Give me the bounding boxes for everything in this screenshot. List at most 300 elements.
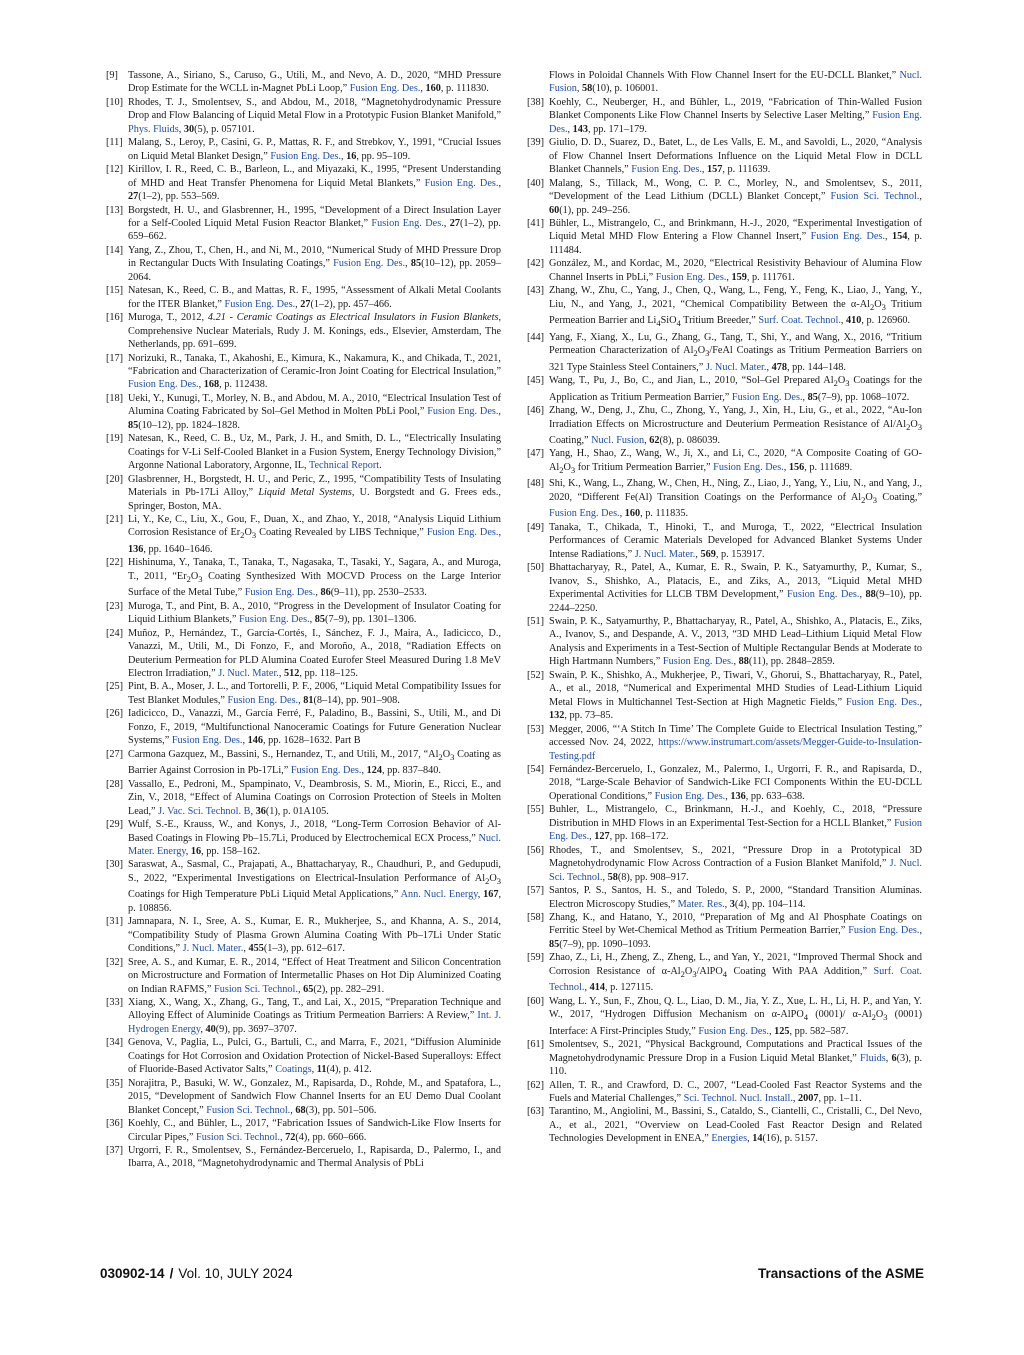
citation-link[interactable]: https://www.instrumart.com/assets/Megger-Guide-to-Insulation-Testing.pdf — [549, 737, 922, 762]
reference-number: [54] — [527, 763, 545, 775]
citation-link[interactable]: Fusion Eng. Des. — [549, 817, 922, 843]
citation-text: (8), p. 086039. — [659, 435, 721, 447]
citation-text: , p. 112438. — [219, 379, 268, 391]
reference-number: [34] — [106, 1037, 124, 1049]
citation-link[interactable]: Fusion Eng. Des. — [270, 150, 341, 162]
citation-text: , — [340, 150, 347, 162]
volume-number: 143 — [572, 123, 589, 135]
citation-text: , — [602, 871, 608, 883]
reference-number: [60] — [527, 995, 545, 1007]
citation-text: , pp. 158–162. — [201, 845, 261, 857]
citation-link[interactable]: Fusion Eng. Des. — [224, 298, 296, 310]
citation-text: Coating With PAA Addition,” — [727, 965, 874, 977]
reference-entry — [527, 217, 922, 257]
citation-link[interactable]: Nucl. Mater. Energy — [128, 832, 501, 857]
citation-text: , pp. 95–109. — [356, 150, 411, 162]
volume-number: 85 — [314, 614, 326, 626]
citation-link[interactable]: Fusion Eng. Des. — [810, 231, 885, 243]
citation-text: Zhao, Z., Li, H., Zheng, Z., Zheng, L., and Yan, Y., 2021, “Improved Thermal Shock and Corrosion Resistance of α-Al — [549, 952, 922, 977]
reference-number: [18] — [106, 392, 124, 404]
citation-text: (3), pp. 501–506. — [305, 1104, 377, 1116]
citation-text: González, M., and Kordac, M., 2020, “Electrical Resistivity Behaviour of Alumina Flow Channel Inserts in PbLi,” — [549, 258, 922, 283]
citation-link[interactable]: Fusion Eng. Des. — [655, 271, 727, 283]
volume-number: 62 — [649, 435, 660, 447]
citation-link[interactable]: Int. J. Hydrogen Energy — [128, 1010, 502, 1035]
volume-number: 569 — [700, 548, 716, 560]
citation-text: , — [885, 1052, 892, 1064]
reference-number: [39] — [527, 137, 545, 149]
subscript: 2 — [438, 751, 443, 762]
citation-text: Iadicicco, D., Vanazzi, M., García Ferré, F., Paladino, B., Bassini, S., Utili, M., and Di Fonzo, F., 2019, “Multifunctional Nanoceramic Coatings for Future Generation Nuclear Systems,” — [128, 708, 501, 747]
citation-text: Saraswat, A., Sasmal, C., Prajapati, A., Bhattacharyay, R., Chaudhuri, P., and Gedupudi, S., 2022, “Experimental Investigations on Electrical-Insulation Performance of Al — [128, 859, 501, 884]
citation-link[interactable]: Fusion Eng. Des. — [290, 765, 362, 777]
citation-text: , — [859, 589, 866, 601]
citation-text: , — [644, 435, 650, 447]
citation-text: , U. Borgstedt and G. Frees eds., Springer, Boston, MA. — [128, 487, 501, 512]
reference-number: [10] — [106, 96, 124, 108]
citation-text: Genova, V., Paglia, L., Pulci, G., Bartuli, C., and Marra, F., 2021, “Diffusion Aluminide Coatings for Hot Corrosion and Oxidation Protection of Nickel-Based Superalloys: Effect of Fluoride-Based Activator Salts,” — [128, 1037, 501, 1076]
citation-link[interactable]: J. Nucl. Mater. — [705, 361, 767, 373]
citation-link[interactable]: Fusion Eng. Des. — [698, 1025, 769, 1037]
reference-number: [32] — [106, 956, 124, 968]
reference-entry — [527, 995, 922, 1038]
reference-entry — [527, 136, 922, 176]
reference-entry — [527, 561, 922, 615]
reference-number: [12] — [106, 164, 124, 176]
citation-text: , — [584, 982, 590, 994]
citation-link[interactable]: J. Nucl. Mater. — [182, 943, 244, 955]
volume-number: 154 — [891, 231, 908, 243]
volume-number: 40 — [205, 1023, 216, 1035]
citation-text: , p. 111689. — [804, 461, 853, 473]
citation-text: Yang, F., Xiang, X., Lu, G., Zhang, G., Tang, T., Shi, Y., and Wang, X., 2016, “Tritium Permeation Characterization of Al — [549, 331, 922, 357]
citation-text: , — [315, 587, 321, 599]
citation-text: O — [190, 570, 199, 582]
reference-number: [9] — [106, 70, 118, 81]
citation-text: Flows in Poloidal Channels With Flow Channel Insert for the EU-DCLL Blanket,” — [549, 70, 900, 81]
volume-number: 159 — [731, 271, 747, 283]
citation-text: (10–12), pp. 1824–1828. — [138, 419, 240, 431]
volume-number: 2007 — [798, 1092, 819, 1104]
reference-entry — [527, 1038, 922, 1078]
citation-text: (9–10), pp. 2244–2250. — [549, 589, 922, 614]
subscript: 2 — [485, 875, 490, 886]
citation-link[interactable]: J. Vac. Sci. Technol. B — [158, 805, 251, 817]
reference-entry — [106, 513, 501, 556]
reference-number: [57] — [527, 885, 545, 897]
reference-number: [29] — [106, 819, 124, 831]
citation-text: Muroga, T., and Pint, B. A., 2010, “Progress in the Development of Insulator Coating for Liquid Lithium Blankets,” — [128, 600, 501, 626]
volume-number: 16 — [190, 845, 202, 857]
reference-entry — [527, 177, 922, 217]
citation-text: , pp. 1–11. — [818, 1092, 862, 1104]
reference-entry — [106, 284, 501, 311]
citation-text: , p. 111835. — [640, 508, 689, 520]
volume-number: 65 — [303, 983, 314, 995]
citation-text: (0001)/ α-Al — [808, 1009, 872, 1021]
citation-text: , — [724, 898, 730, 910]
citation-text: , — [178, 123, 184, 135]
citation-link[interactable]: Fusion Eng. Des. — [631, 164, 702, 176]
subscript: 2 — [693, 348, 698, 359]
reference-entry — [527, 615, 922, 669]
citation-text: , p. 108856. — [128, 889, 502, 914]
citation-text: (1–3), pp. 612–617. — [263, 943, 345, 955]
citation-text: Bühler, L., Mistrangelo, C., and Brinkmann, H.-J., 2020, “Experimental Investigation of Liquid Metal MHD Flow Entering a Flow Channel Insert,” — [549, 217, 922, 243]
citation-text: Urgorri, F. R., Smolentsev, S., Fernández-Berceruelo, I., Rapisarda, D., Palermo, I., and Ibarra, A., 2018, “Magnetohydrodynamic and Thermal Analysis of PbLi — [128, 1144, 501, 1170]
citation-text: O — [865, 491, 873, 503]
reference-entry — [106, 244, 501, 284]
reference-number: [45] — [527, 375, 545, 387]
citation-text: , — [278, 668, 284, 680]
citation-text: O — [442, 748, 451, 760]
citation-link[interactable]: Nucl. Fusion — [549, 70, 922, 95]
citation-link[interactable]: J. Nucl. Mater. — [218, 668, 279, 680]
citation-text: , pp. 168–172. — [609, 831, 669, 843]
citation-text: , — [477, 889, 484, 901]
citation-text: (1–2), pp. 659–662. — [128, 217, 501, 243]
reference-column-left — [106, 69, 501, 1171]
citation-text: Smolentsev, S., 2021, “Physical Background, Computations and Practical Issues of the Magnetohydrodynamic Pressure Drop in a Fusion Liquid Metal Blanket,” — [549, 1039, 922, 1064]
citation-text: Koehly, C., Neuberger, H., and Bühler, L., 2019, “Fabrication of Thin-Walled Fusion Blanket Components Like Flow Channel Inserts by Selective Laser Melting,” — [549, 96, 922, 122]
reference-number: [22] — [106, 557, 124, 569]
citation-text: (4), pp. 660–666. — [295, 1131, 367, 1143]
citation-text: O — [563, 461, 571, 473]
reference-number: [47] — [527, 448, 545, 460]
citation-text: , — [619, 508, 625, 520]
citation-text: , — [200, 1023, 206, 1035]
citation-text: , pp. 118–125. — [299, 668, 358, 680]
citation-link[interactable]: Fusion Eng. Des. — [787, 589, 860, 601]
reference-entry — [106, 996, 501, 1036]
citation-text: , pp. 171–179. — [588, 123, 647, 135]
footer-left — [100, 1266, 293, 1281]
citation-link[interactable]: Sci. Technol. Nucl. Install. — [683, 1092, 793, 1104]
reference-entry — [527, 404, 922, 447]
reference-number: [61] — [527, 1039, 545, 1051]
citation-link[interactable]: Energies — [711, 1133, 748, 1145]
citation-text: , — [589, 831, 595, 843]
citation-text: , — [840, 315, 847, 327]
citation-text: O — [244, 527, 252, 539]
subscript: 2 — [833, 378, 838, 389]
citation-text: Li, Y., Ke, C., Liu, X., Gou, F., Duan, X., and Zhao, Y., 2018, “Analysis Liquid Lithium Corrosion Resistance of Er — [128, 513, 501, 539]
citation-text: O — [489, 872, 497, 884]
volume-info: Vol. 10, JULY 2024 — [178, 1266, 293, 1281]
reference-entry — [106, 69, 501, 96]
citation-text: , p. 126960. — [861, 315, 911, 327]
reference-number: [42] — [527, 258, 545, 270]
citation-link[interactable]: Fusion Eng. Des. — [731, 391, 803, 403]
citation-link[interactable]: Fusion Eng. Des. — [371, 217, 444, 229]
volume-number: 27 — [300, 298, 311, 310]
citation-text: , — [295, 298, 301, 310]
reference-number: [30] — [106, 859, 124, 871]
reference-number: [15] — [106, 285, 124, 297]
volume-number: 410 — [846, 315, 862, 327]
citation-text: , — [701, 164, 708, 176]
citation-text: Xiang, X., Wang, X., Zhang, G., Tang, T., and Lai, X., 2015, “Preparation Technique and Alloying Effect of Aluminide Coatings as Tritium Permeation Barriers: A Review,” — [128, 997, 501, 1022]
volume-number: 414 — [589, 982, 605, 994]
citation-text: , p. 111639. — [722, 164, 771, 176]
citation-link[interactable]: Fusion Eng. Des. — [848, 925, 920, 937]
citation-link[interactable]: Fusion Eng. Des. — [239, 614, 310, 626]
volume-number: 81 — [303, 694, 314, 706]
reference-entry — [527, 1079, 922, 1106]
subscript: 2 — [186, 573, 191, 584]
reference-entry — [106, 352, 501, 392]
citation-link[interactable]: Fusion Eng. Des. — [713, 461, 784, 473]
reference-entry — [106, 600, 501, 627]
reference-number: [16] — [106, 312, 124, 324]
citation-link[interactable]: Mater. Res. — [677, 898, 725, 910]
citation-text: , p. 153917. — [715, 548, 765, 560]
reference-number: [28] — [106, 778, 124, 790]
volume-number: 58 — [607, 871, 618, 883]
volume-number: 85 — [807, 391, 818, 403]
reference-number: [40] — [527, 177, 545, 189]
citation-link[interactable]: Fusion Eng. Des. — [171, 735, 243, 747]
citation-text: , — [884, 231, 892, 243]
reference-entry — [527, 1105, 922, 1145]
reference-entry — [527, 331, 922, 374]
volume-number: 85 — [128, 419, 139, 431]
citation-link[interactable]: Fusion Sci. Technol. — [830, 191, 920, 203]
citation-link[interactable]: Fusion Eng. Des. — [244, 587, 316, 599]
citation-link[interactable]: Fusion Sci. Technol. — [206, 1104, 291, 1116]
reference-number: [62] — [527, 1079, 545, 1091]
citation-text: O — [697, 345, 706, 357]
citation-text: O — [684, 965, 693, 977]
volume-number: 136 — [730, 790, 746, 802]
citation-link[interactable]: Fusion Eng. Des. — [128, 379, 199, 391]
volume-number: 85 — [410, 258, 422, 270]
subscript: 3 — [251, 530, 257, 541]
reference-number: [53] — [527, 723, 545, 735]
citation-text: /FeAl Coatings as Tritium Permeation Barriers on 321 Type Stainless Steel Containers,” — [549, 345, 922, 373]
volume-number: 58 — [582, 83, 593, 95]
citation-text: Tanaka, T., Chikada, T., Hinoki, T., and Muroga, T., 2022, “Electrical Insulation Performances of Ceramic Materials Developed for Advanced Blanket Systems Under Intense Radiations,” — [549, 521, 922, 560]
citation-link[interactable]: Surf. Coat. Technol. — [549, 965, 922, 994]
volume-number: 3 — [729, 898, 735, 910]
citation-text: (11), pp. 2848–2859. — [748, 656, 835, 668]
citation-text: Shi, K., Wang, L., Zhang, W., Chen, H., Ning, Z., Liao, J., Yang, Y., Liu, N., and Yang, J., 2020, “Different Fe(Al) Transition Coatings on the Performance of Al — [549, 478, 922, 503]
citation-text: , — [919, 696, 922, 708]
reference-entry — [106, 858, 501, 915]
reference-number: [33] — [106, 997, 124, 1008]
volume-number: 27 — [449, 217, 460, 229]
volume-number: 167 — [483, 889, 499, 901]
citation-text: Fernández-Berceruelo, I., Gonzalez, M., Palermo, I., Urgorri, F. R., and Rapisarda, D., 2018, “Large-Scale Behavior of Sandwich-Like FCI Components Within the EU-DCLL Operational Conditions,” — [549, 763, 922, 802]
citation-link[interactable]: Fusion Eng. Des. — [654, 790, 726, 802]
reference-number: [59] — [527, 952, 545, 964]
subscript: 3 — [198, 573, 203, 584]
citation-text: Megger, 2006, “‘A Stitch In Time’ The Complete Guide to Electrical Insulation Testing,” accessed Nov. 24, 2022, — [549, 723, 922, 749]
citation-link[interactable]: Fusion Eng. Des. — [349, 83, 421, 95]
reference-entry — [527, 911, 922, 951]
citation-text: Rhodes, T., and Smolentsev, S., 2021, “Pressure Drop in a Prototypical 3D Magnetohydrodynamic Flow Across Contraction of a Fusion Blanket Manifold,” — [549, 844, 922, 870]
reference-entry — [527, 951, 922, 994]
reference-number: [52] — [527, 669, 545, 681]
citation-link[interactable]: Fusion Eng. Des. — [424, 177, 499, 189]
citation-link[interactable]: Technical Report — [308, 460, 380, 472]
citation-text: (7–9), pp. 1068–1072. — [817, 391, 910, 403]
citation-link[interactable]: Coatings — [275, 1064, 312, 1076]
citation-link[interactable]: Fusion Eng. Des. — [426, 527, 499, 539]
citation-text: (9–11), pp. 2530–2533. — [330, 587, 427, 599]
volume-number: 136 — [128, 543, 144, 555]
reference-number: [17] — [106, 352, 124, 364]
citation-text: , pp. 1628–1632. Part B — [262, 735, 361, 747]
citation-link[interactable]: Ann. Nucl. Energy — [400, 889, 478, 901]
reference-number: [48] — [527, 478, 545, 490]
citation-link[interactable]: J. Nucl. Sci. Technol. — [549, 858, 922, 883]
citation-text: , — [567, 123, 573, 135]
citation-text: Zhang, K., and Hatano, Y., 2010, “Preparation of Mg and Al Phosphate Coatings on Ferritic Steel by Wet-Chemical Method as Tritium Permeation Barrier,” — [549, 911, 922, 937]
reference-entry — [527, 723, 922, 763]
citation-text: Malang, S., Leroy, P., Casini, G. P., Mattas, R. F., and Strebkov, Y., 1991, “Crucial Issues on Liquid Metal Blanket Design,” — [128, 137, 501, 162]
citation-text: /AlPO — [696, 965, 723, 977]
reference-number: [50] — [527, 562, 545, 574]
citation-link[interactable]: Fusion Eng. Des. — [549, 508, 620, 520]
reference-entry — [106, 1117, 501, 1144]
citation-text: , pp. 582–587. — [789, 1025, 849, 1037]
subscript: 2 — [680, 968, 685, 979]
citation-link[interactable]: J. Nucl. Mater. — [634, 548, 696, 560]
subscript: 2 — [906, 421, 911, 432]
citation-link[interactable]: Fusion Eng. Des. — [227, 694, 299, 706]
citation-link[interactable]: Phys. Fluids — [128, 123, 179, 135]
reference-entry — [106, 96, 501, 136]
reference-entry — [106, 1036, 501, 1076]
citation-text: , pp. 144–148. — [786, 361, 846, 373]
citation-text: Buhler, L., Mistrangelo, C., Brinkmann, H.-J., and Koehly, C., 2018, “Pressure Distribution in MHD Flows in an Experimental Test-Section for a HCLL Blanket,” — [549, 804, 922, 829]
volume-number: 11 — [316, 1064, 327, 1076]
citation-link[interactable]: Fusion Eng. Des. — [662, 656, 734, 668]
citation-text: (10–12), pp. 2059–2064. — [128, 258, 501, 283]
citation-text: , — [498, 527, 501, 539]
citation-text: Wang, L. Y., Sun, F., Zhou, Q. L., Liao, D. M., Jia, Y. Z., Xue, L. H., Li, H. P., and Yan, Y. W., 2017, “Hydrogen Diffusion Mechanism on α-AlPO — [549, 995, 922, 1021]
citation-link[interactable]: Fusion Sci. Technol. — [214, 983, 298, 995]
citation-text: , — [695, 548, 701, 560]
citation-text: , — [498, 406, 501, 418]
citation-text: Coating Synthesized With MOCVD Process on the Large Interior Surface of the Metal Tube,” — [128, 570, 501, 599]
subscript: 3 — [496, 875, 501, 886]
reference-entry — [106, 556, 501, 599]
volume-number: 127 — [594, 831, 610, 843]
reference-entry — [527, 69, 922, 96]
citation-text: Pint, B. A., Moser, J. L., and Tortorelli, P. F., 2006, “Liquid Metal Compatibility Issues for Test Blanket Modules,” — [128, 681, 501, 706]
citation-text: (16), p. 5157. — [762, 1133, 818, 1145]
volume-number: 157 — [707, 164, 723, 176]
reference-number: [24] — [106, 627, 124, 639]
reference-number: [25] — [106, 681, 124, 693]
volume-number: 72 — [285, 1131, 296, 1143]
reference-entry — [106, 915, 501, 955]
citation-text: Hishinuma, Y., Tanaka, T., Tanaka, T., Nagasaka, T., Tasaki, Y., Sagara, A., and Muroga, T., 2011, “Er — [128, 557, 501, 582]
volume-number: 125 — [774, 1025, 790, 1037]
citation-link[interactable]: Fusion Eng. Des. — [427, 406, 499, 418]
citation-text: (9), pp. 3697–3707. — [215, 1023, 297, 1035]
subscript: 2 — [871, 1012, 876, 1023]
citation-link[interactable]: Fluids — [860, 1052, 886, 1064]
reference-entry — [106, 707, 501, 747]
italic-title: Liquid Metal Systems — [258, 487, 352, 499]
citation-text: , pp. 633–638. — [745, 790, 805, 802]
citation-link[interactable]: Fusion Eng. Des. — [333, 258, 406, 270]
volume-number: 88 — [865, 589, 876, 601]
volume-number: 14 — [752, 1133, 763, 1145]
citation-text: , — [726, 271, 732, 283]
citation-text: , p. 127115. — [604, 982, 654, 994]
citation-text: , pp. 1640–1646. — [143, 543, 213, 555]
reference-entry — [106, 680, 501, 707]
citation-text: Wulf, S.-E., Krauss, W., and Konys, J., 2018, “Long-Term Corrosion Behavior of Al-Based Coatings in Flowing Pb–15.7Li, Produced by Electrochemical ECX Process,” — [128, 819, 501, 844]
citation-link[interactable]: Fusion Eng. Des. — [549, 110, 922, 135]
reference-entry — [527, 884, 922, 911]
citation-text: (3), p. 110. — [549, 1052, 923, 1078]
reference-number: [58] — [527, 911, 545, 923]
citation-text: Muñoz, P., Hernández, T., García-Cortés, I., Sánchez, F. J., Maira, A., Iadicicco, D., Vanazzi, M., Utili, M., Di Fonzo, F., and Moroño, A., 2018, “Radiation Effects on Deuterium Permeation for PLD Alumina Coated Eurofer Steel Measured During 1.8 MeV Electron Irradiation,” — [128, 627, 501, 680]
subscript: 4 — [656, 318, 661, 329]
volume-number: 6 — [891, 1052, 897, 1064]
citation-text: , — [361, 765, 367, 777]
citation-text: , — [733, 656, 739, 668]
citation-text: Vassallo, E., Pedroni, M., Spampinato, V., Deambrosis, S. M., Miorin, E., Ricci, E., and Zin, V., 2018, “Effect of Alumina Coatings on Corrosion Protection of Steels in Molten Lead,” — [128, 778, 501, 817]
citation-text: Coatings for High Temperature PbLi Liquid Metal Applications,” — [128, 889, 401, 901]
citation-link[interactable]: Fusion Eng. Des. — [846, 696, 920, 708]
volume-number: 132 — [549, 710, 565, 722]
volume-number: 85 — [549, 938, 560, 950]
citation-link[interactable]: Nucl. Fusion — [591, 435, 645, 447]
citation-text: , — [243, 943, 249, 955]
citation-text: Glasbrenner, H., Borgstedt, H. U., and Peric, Z., 1995, “Compatibility Tests of Insulating Materials in Pb-17Li Alloy,” — [128, 473, 501, 499]
volume-number: 146 — [247, 735, 263, 747]
citation-text: , — [290, 1104, 296, 1116]
citation-text: (8), pp. 908–917. — [617, 871, 689, 883]
citation-text: , — [919, 191, 922, 203]
reference-entry — [527, 844, 922, 884]
citation-text: Malang, S., Tillack, M., Wong, C. P. C., Morley, N., and Smolentsev, S., 2011, “Development of the Lead Lithium (DCLL) Blanket Concept,” — [549, 177, 922, 203]
citation-text: Wang, T., Pu, J., Bo, C., and Jian, L., 2010, “Sol–Gel Prepared Al — [549, 375, 834, 387]
citation-text: Zhang, W., Zhu, C., Yang, J., Chen, Q., Wang, L., Feng, Y., Feng, K., Liao, J., Yang, Y., Liu, N., and Yang, J., 2021, “Chemical Compatibility Between the α-Al — [549, 285, 922, 310]
reference-number: [49] — [527, 521, 545, 533]
citation-text: , — [576, 83, 583, 95]
reference-entry — [527, 803, 922, 843]
citation-text: Tarantino, M., Angiolini, M., Bassini, S., Cataldo, S., Ciantelli, C., Cristalli, C., Del Nevo, A., et al., 2021, “Overview on Lead-Cooled Fast Reactor Design and Related Technologies Development in ENEA,” — [549, 1106, 922, 1145]
reference-number: [20] — [106, 473, 124, 485]
citation-text: for Tritium Permeation Barrier,” — [575, 461, 714, 473]
reference-number: [37] — [106, 1144, 124, 1156]
citation-text: , p. 111484. — [549, 231, 923, 256]
reference-entry — [106, 818, 501, 858]
citation-text: , — [747, 1133, 753, 1145]
reference-column-right — [527, 69, 922, 1146]
citation-text: (1–2), pp. 553–569. — [138, 191, 220, 203]
citation-text: Coating,” — [549, 435, 592, 447]
volume-number: 16 — [346, 150, 357, 162]
reference-entry — [106, 956, 501, 996]
citation-text: (2), pp. 282–291. — [313, 983, 385, 995]
citation-text: Norajitra, P., Basuki, W. W., Gonzalez, M., Rapisarda, D., Rohde, M., and Spatafora, L., 2015, “Development of Sandwich Flow Channel Inserts for an EU Demo Dual Coolant Blanket Concept,” — [128, 1077, 501, 1116]
citation-text: O — [875, 1009, 884, 1021]
citation-link[interactable]: Fusion Sci. Technol. — [196, 1131, 280, 1143]
reference-number: [31] — [106, 916, 124, 928]
citation-link[interactable]: Surf. Coat. Technol. — [758, 315, 841, 327]
citation-text: SiO — [660, 315, 677, 327]
citation-text: (1–2), pp. 457–466. — [310, 298, 392, 310]
citation-text: Swain, P. K., Satyamurthy, P., Bhattacharyay, R., Patel, A., Shishko, A., Platacis, E., Ziks, A., Ivanov, S., and Despande, A. V., 2013, “3D MHD Lead–Lithium Liquid Metal Flow Analysis and Experiments in a Test-Section of Multiple Rectangular Bends at Moderate to High Hartmann Numbers,” — [549, 616, 922, 668]
